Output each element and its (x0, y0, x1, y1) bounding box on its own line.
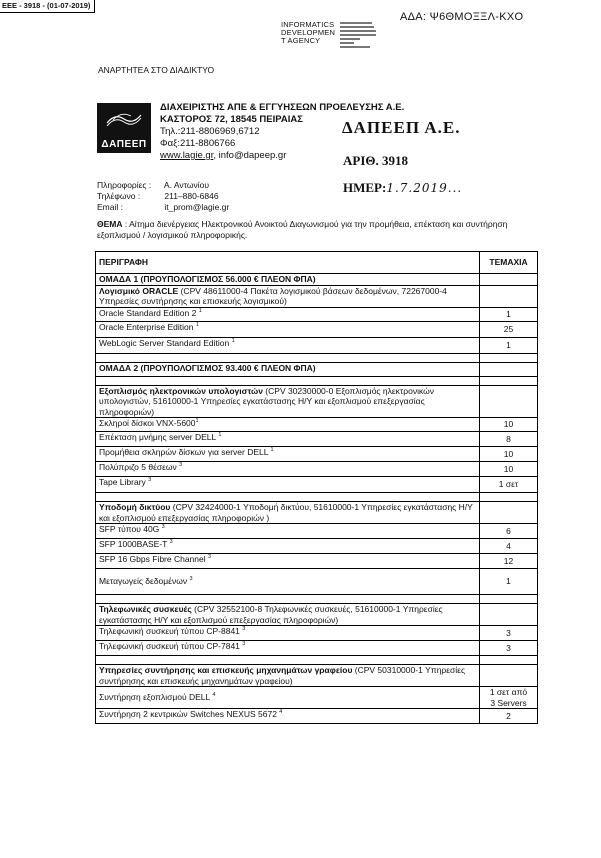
phone-value: 211–880-6846 (164, 191, 219, 201)
subject-text: : Αίτημα διενέργειας Ηλεκτρονικού Ανοικτού Διαγωνισμού για την προμήθεια, επέκταση και συντήρηση εξοπλισμού / λογισμικού πληροφορικής. (97, 219, 508, 240)
date-label: ΗΜΕΡ: (343, 180, 387, 195)
item-description: Tape Library $^3$ (96, 477, 480, 493)
category-text: Τηλεφωνικές συσκευές (CPV 32552100-8 Τηλεφωνικές συσκευές, 51610000-1 Υπηρεσίες εγκατάστασης Η/Υ και εξοπλισμού επεξεργασίας πληροφοριών) (96, 604, 480, 626)
group-title: ΟΜΑΔΑ 1 (ΠΡΟΥΠΟΛΟΓΙΣΜΟΣ 56.000 € ΠΛΕΟΝ ΦΠΑ) (96, 274, 480, 286)
table-row (96, 432, 538, 447)
dapeep-logo (97, 103, 151, 153)
item-quantity: 4 (480, 539, 538, 554)
stamp-fine-print (340, 20, 376, 50)
stamp-line: DEVELOPMEN (281, 28, 336, 37)
table-row (96, 418, 538, 432)
email-value: it_prom@lagie.gr (164, 202, 230, 212)
category-row (96, 604, 538, 626)
col-quantity: ΤΕΜΑΧΙΑ (480, 252, 538, 274)
category-text: Υπηρεσίες συντήρησης και επισκευής μηχανημάτων γραφείου (CPV 50310000-1 Υπηρεσίες συντήρησης και επισκευής μηχανημάτων γραφείου) (96, 665, 480, 687)
item-description: Oracle Enterprise Edition $^1$ (96, 321, 480, 337)
handwritten-date: 1.7.2019... (386, 181, 463, 195)
org-name: ΔΙΑΧΕΙΡΙΣΤΗΣ ΑΠΕ & ΕΓΓΥΗΣΕΩΝ ΠΡΟΕΛΕΥΣΗΣ Α.Ε. (160, 102, 405, 113)
item-description: SFP 1000BASE-T $^3$ (96, 539, 480, 554)
info-value: Α. Αντωνίου (163, 180, 209, 190)
item-description: Επέκταση μνήμης server DELL $^1$ (96, 432, 480, 447)
org-email: , info@dapeep.gr (213, 150, 287, 161)
table-row (96, 477, 538, 493)
item-quantity: 10 (480, 418, 538, 432)
group-row (96, 274, 538, 286)
category-text: Εξοπλισμός ηλεκτρονικών υπολογιστών (CPV 30230000-0 Εξοπλισμός ηλεκτρονικών υπολογιστών, 51610000-1 Υπηρεσίες εγκατάστασης Η/Υ και εξοπλισμού επεξεργασίας πληροφοριών) (96, 385, 480, 418)
spacer-row (96, 376, 538, 385)
category-text: Υποδομή δικτύου (CPV 32424000-1 Υποδομή δικτύου, 51610000-1 Υπηρεσίες εγκατάστασης Η/Υ και εξοπλισμού επεξεργασίας πληροφοριών ) (96, 502, 480, 524)
table-row (96, 687, 538, 709)
group-title: ΟΜΑΔΑ 2 (ΠΡΟΥΠΟΛΟΓΙΣΜΟΣ 93.400 € ΠΛΕΟΝ ΦΠΑ) (96, 362, 480, 376)
item-description: SFP τύπου 40G $^3$ (96, 524, 480, 539)
table-row (96, 709, 538, 724)
item-description: Συντήρηση 2 κεντρικών Switches NEXUS 5672 $^4$ (96, 709, 480, 724)
table-row (96, 447, 538, 462)
stamp-line: T AGENCY (281, 36, 321, 45)
table-row (96, 554, 538, 569)
ada-code: ΑΔΑ: Ψ6ΘΜΟΞΞΛ-ΚΧΟ (400, 11, 524, 23)
subject (97, 219, 537, 241)
posted-online-note: ΑΝΑΡΤΗΤΕΑ ΣΤΟ ΔΙΑΔΙΚΤΥΟ (98, 65, 215, 75)
item-quantity: 10 (480, 447, 538, 462)
category-row (96, 502, 538, 524)
item-quantity: 3 (480, 626, 538, 641)
phone-label: Τηλέφωνο : (97, 191, 141, 201)
document-tag: ΕΕΕ - 3918 - (01-07-2019) (0, 0, 95, 13)
table-row (96, 641, 538, 656)
protocol-number: ΑΡΙΘ. 3918 (343, 153, 408, 168)
item-quantity: 12 (480, 554, 538, 569)
table-row (96, 524, 538, 539)
item-quantity: 10 (480, 462, 538, 477)
spacer-row (96, 493, 538, 502)
spacer-row (96, 595, 538, 604)
logo-wave-icon (105, 109, 143, 129)
item-description: Συντήρηση εξοπλισμού DELL $^4$ (96, 687, 480, 709)
item-quantity: 25 (480, 321, 538, 337)
item-quantity: 1 (480, 307, 538, 321)
table-row (96, 337, 538, 353)
category-row (96, 385, 538, 418)
table-header-row (96, 252, 538, 274)
item-quantity: 8 (480, 432, 538, 447)
table-row (96, 307, 538, 321)
group-row (96, 362, 538, 376)
contact-block (97, 180, 229, 213)
category-row (96, 285, 538, 307)
item-quantity: 2 (480, 709, 538, 724)
item-description: SFP 16 Gbps Fibre Channel $^3$ (96, 554, 480, 569)
item-quantity: 1 (480, 569, 538, 595)
table-row (96, 539, 538, 554)
informatics-stamp (281, 21, 335, 45)
item-quantity: 1 (480, 337, 538, 353)
item-description: Σκληροί δίσκοι VNX-5600$^1$ (96, 418, 480, 432)
spacer-row (96, 656, 538, 665)
category-text: Λογισμικό ORACLE (CPV 48611000-4 Πακέτα λογισμικού βάσεων δεδομένων, 72267000-4 Υπηρεσίες συντήρησης και επισκευής λογισμικού) (96, 285, 480, 307)
table-row (96, 462, 538, 477)
logo-text: ΔΑΠΕΕΠ (101, 139, 147, 150)
date-line (343, 180, 462, 196)
item-description: Πολύπριζο 5 θέσεων $^3$ (96, 462, 480, 477)
item-description: Μεταγωγείς δεδομένων $^3$ (96, 569, 480, 595)
items-table (95, 251, 538, 724)
subject-label: ΘΕΜΑ (97, 219, 123, 229)
info-label: Πληροφορίες : (97, 180, 152, 190)
category-row (96, 665, 538, 687)
col-description: ΠΕΡΙΓΡΑΦΗ (96, 252, 480, 274)
item-quantity: 1 σετ (480, 477, 538, 493)
table-row (96, 321, 538, 337)
org-fax: Φαξ:211-8806766 (160, 138, 236, 149)
item-description: WebLogic Server Standard Edition $^1$ (96, 337, 480, 353)
website-link[interactable]: www.lagie.gr (160, 150, 214, 161)
item-description: Τηλεφωνική συσκευή τύπου CP-7841 $^3$ (96, 641, 480, 656)
org-address: ΚΑΣΤΟΡΟΣ 72, 18545 ΠΕΙΡΑΙΑΣ (160, 114, 303, 125)
item-quantity: 1 σετ από 3 Servers (480, 687, 538, 709)
item-description: Oracle Standard Edition 2 $^1$ (96, 307, 480, 321)
org-title: ΔΑΠΕΕΠ Α.Ε. (342, 118, 461, 137)
table-row (96, 569, 538, 595)
item-quantity: 6 (480, 524, 538, 539)
item-description: Προμήθεια σκληρών δίσκων για server DELL $^1$ (96, 447, 480, 462)
item-description: Τηλεφωνική συσκευή τύπου CP-8841 $^3$ (96, 626, 480, 641)
stamp-line: INFORMATICS (281, 20, 335, 29)
org-phone: Τηλ.:211-8806969,6712 (160, 126, 260, 137)
spacer-row (96, 353, 538, 362)
email-label: Email : (97, 202, 123, 212)
table-row (96, 626, 538, 641)
item-quantity: 3 (480, 641, 538, 656)
